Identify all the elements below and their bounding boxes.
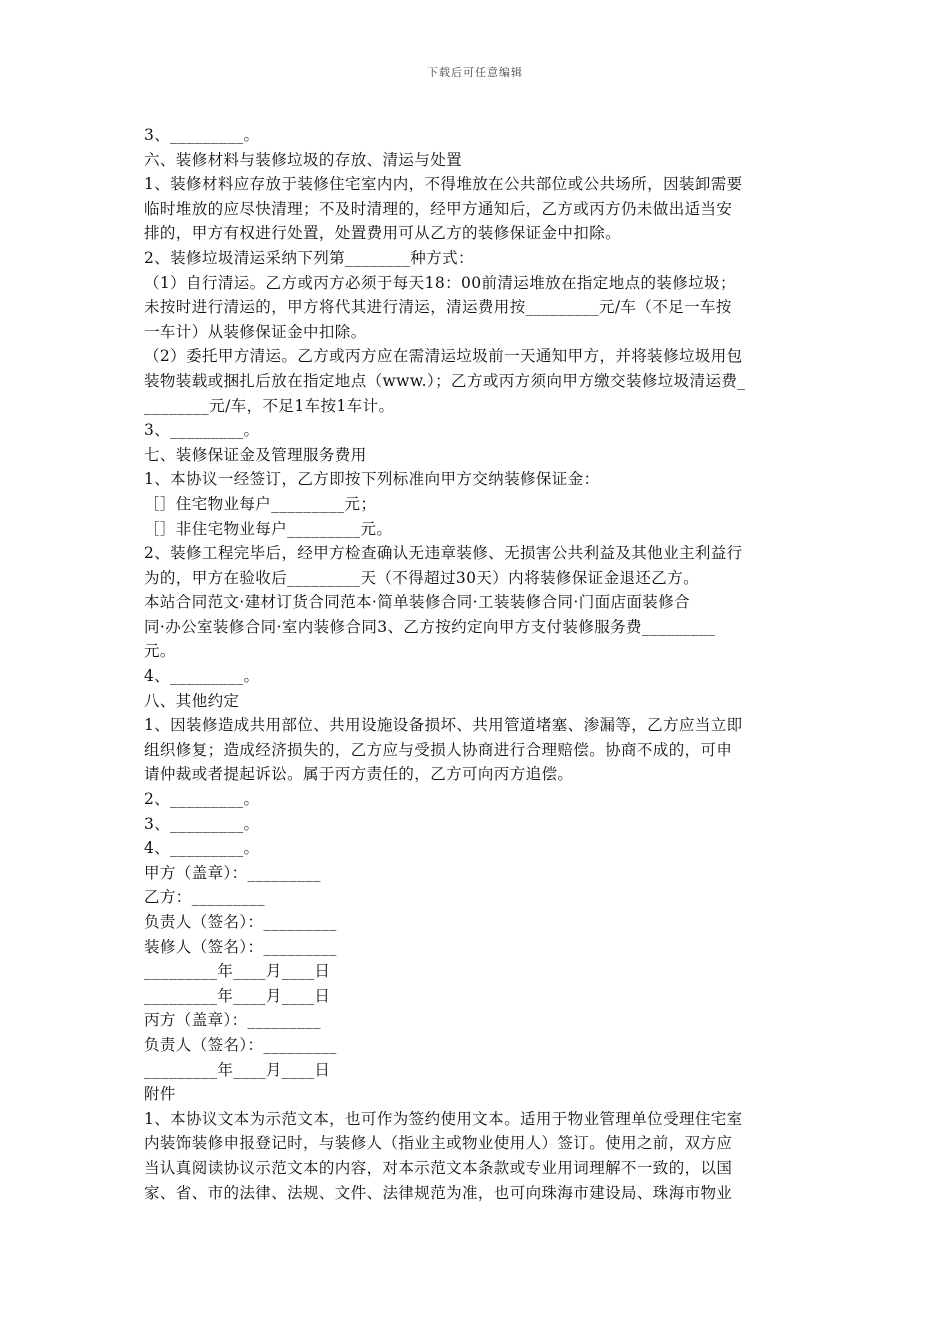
document-line: 2、装修垃圾清运采纳下列第________种方式： — [144, 248, 474, 267]
document-line: 一车计）从装修保证金中扣除。 — [144, 322, 367, 341]
document-line: 4、_________。 — [144, 839, 260, 858]
document-line: 七、装修保证金及管理服务费用 — [144, 445, 367, 464]
document-line: 八、其他约定 — [144, 691, 240, 710]
document-line: 2、_________。 — [144, 790, 260, 809]
document-line: 1、装修材料应存放于装修住宅室内内，不得堆放在公共部位或公共场所，因装卸需要 — [144, 175, 743, 194]
document-line: 未按时进行清运的，甲方将代其进行清运，清运费用按_________元/车（不足一车按 — [144, 298, 732, 317]
document-line: _________年____月____日 — [144, 986, 331, 1005]
document-line: （1）自行清运。乙方或丙方必须于每天18：00前清运堆放在指定地点的装修垃圾； — [144, 273, 736, 292]
document-line: 负责人（签名）：_________ — [144, 1035, 337, 1054]
document-line: 3、_________。 — [144, 421, 260, 440]
document-line: 排的，甲方有权进行处置，处置费用可从乙方的装修保证金中扣除。 — [144, 224, 622, 243]
document-line: 附件 — [144, 1085, 176, 1104]
document-line: 4、_________。 — [144, 667, 260, 686]
document-line: 装物装载或捆扎后放在指定地点（www.）；乙方或丙方须向甲方缴交装修垃圾清运费_ — [144, 371, 746, 390]
document-line: 组织修复；造成经济损失的，乙方应与受损人协商进行合理赔偿。协商不成的，可申 — [144, 740, 733, 759]
document-line: 本站合同范文·建材订货合同范本·简单装修合同·工装装修合同·门面店面装修合 — [144, 593, 691, 612]
document-line: 2、装修工程完毕后，经甲方检查确认无违章装修、无损害公共利益及其他业主利益行 — [144, 544, 743, 563]
document-line: 1、本协议文本为示范文本，也可作为签约使用文本。适用于物业管理单位受理住宅室 — [144, 1109, 743, 1128]
document-line: _________年____月____日 — [144, 962, 331, 981]
document-body — [144, 123, 804, 1205]
document-line: 同·办公室装修合同·室内装修合同3、乙方按约定向甲方支付装修服务费_________ — [144, 617, 716, 636]
document-line: 乙方：_________ — [144, 888, 266, 907]
document-line: 临时堆放的应尽快清理；不及时清理的，经甲方通知后，乙方或丙方仍未做出适当安 — [144, 199, 733, 218]
document-line: _________年____月____日 — [144, 1060, 331, 1079]
document-line: 六、装修材料与装修垃圾的存放、清运与处置 — [144, 150, 463, 169]
document-line: 丙方（盖章）：_________ — [144, 1011, 321, 1030]
document-line: 负责人（签名）：_________ — [144, 913, 337, 931]
document-line: 请仲裁或者提起诉讼。属于丙方责任的，乙方可向丙方追偿。 — [144, 765, 574, 784]
page-header-note: 下载后可任意编辑 — [427, 66, 523, 79]
document-line: 家、省、市的法律、法规、文件、法律规范为准，也可向珠海市建设局、珠海市物业 — [144, 1183, 733, 1202]
document-line: 1、因装修造成共用部位、共用设施设备损坏、共用管道堵塞、渗漏等，乙方应当立即 — [144, 716, 743, 735]
document-line: 装修人（签名）：_________ — [144, 937, 337, 956]
document-line: 甲方（盖章）：_________ — [144, 863, 321, 882]
document-line: 元。 — [144, 642, 176, 661]
document-line: 3、_________。 — [144, 814, 260, 833]
document-line: 1、本协议一经签订，乙方即按下列标准向甲方交纳装修保证金： — [144, 470, 600, 489]
document-line: ［］住宅物业每户_________元； — [144, 494, 377, 513]
document-line: ________元/车，不足1车按1车计。 — [144, 396, 395, 415]
document-line: ［］非住宅物业每户_________元。 — [144, 519, 393, 538]
document-line: 内装饰装修申报登记时，与装修人（指业主或物业使用人）签订。使用之前，双方应 — [144, 1134, 733, 1153]
document-line: 当认真阅读协议示范文本的内容，对本示范文本条款或专业用词理解不一致的，以国 — [144, 1158, 733, 1177]
document-line: 3、_________。 — [144, 126, 260, 144]
document-line: （2）委托甲方清运。乙方或丙方应在需清运垃圾前一天通知甲方，并将装修垃圾用包 — [144, 347, 743, 366]
document-line: 为的，甲方在验收后_________天（不得超过30天）内将装修保证金退还乙方。 — [144, 568, 699, 587]
